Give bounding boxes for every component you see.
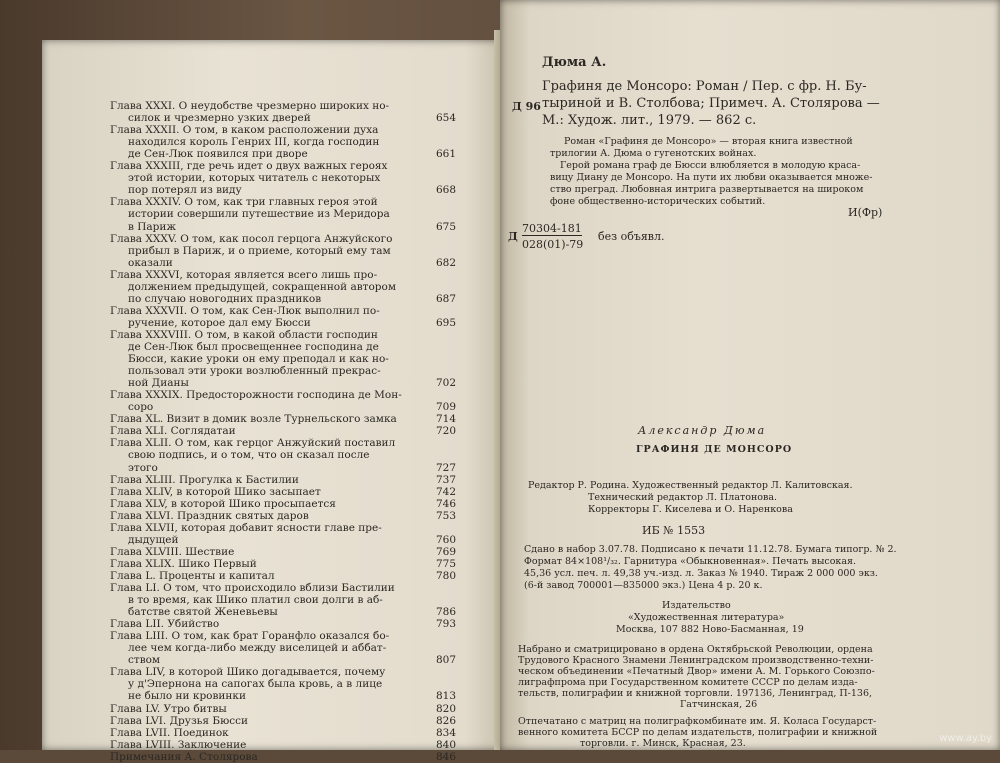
toc-page-number: 687: [436, 292, 457, 305]
author-name: Александр Дюма: [638, 424, 767, 437]
toc-entry-line: батстве святой Женевьевы: [128, 606, 278, 619]
toc-entry-line: дыдущей: [128, 533, 179, 546]
catalog-entry-line: М.: Худож. лит., 1979. — 862 с.: [542, 113, 757, 128]
toc-entry-line: ручение, которое дал ему Бюсси: [128, 316, 311, 329]
publisher-line: Москва, 107 882 Ново-Басманная, 19: [616, 624, 804, 635]
toc-entry-line: прибыл в Париж, и о приеме, который ему там: [128, 244, 391, 257]
toc-entry-line: ной Дианы: [128, 377, 189, 390]
toc-entry-line: Глава LVI. Друзья Бюсси: [110, 714, 248, 727]
toc-entry-line: Глава L. Проценты и капитал: [110, 569, 275, 582]
toc-page-number: 780: [436, 569, 457, 582]
toc-entry-line: Глава XLIV, в которой Шико засыпает: [110, 485, 321, 498]
catalog-entry-line: Графиня де Монсоро: Роман / Пер. с фр. Н. Бу-: [542, 79, 867, 94]
toc-entry-line: Глава XXXIII, где речь идет о двух важных героях: [110, 160, 388, 173]
toc-entry-line: Глава XXXVI, которая является всего лишь про-: [110, 268, 378, 281]
publisher-line: Издательство: [662, 600, 731, 611]
annotation-line: фоне общественно-исторических событий.: [550, 196, 766, 207]
toc-page-number: 793: [436, 618, 457, 631]
toc-entry-line: Глава XL. Визит в домик возле Турнельского замка: [110, 413, 397, 426]
toc-page-number: 675: [436, 220, 457, 233]
print-line: (6-й завод 700001—835000 экз.) Цена 4 р. 20 к.: [524, 580, 763, 591]
toc-page-number: 654: [436, 112, 457, 125]
code-note: без объявл.: [598, 230, 665, 243]
toc-page-number: 826: [436, 714, 457, 727]
editors-line: Корректоры Г. Киселева и О. Наренкова: [588, 504, 793, 515]
toc-page-number: 834: [436, 726, 457, 739]
toc-entry-line: Глава LIV, в которой Шико догадывается, почему: [110, 666, 386, 679]
print-line: 45,36 усл. печ. л. 49,38 уч.-изд. л. Заказ № 1940. Тираж 2 000 000 экз.: [524, 568, 878, 579]
toc-entry-line: Глава XXXII. О том, в каком расположении духа: [110, 124, 379, 137]
toc-entry-line: ством: [128, 654, 161, 667]
annotation-line: вицу Диану де Монсоро. На пути их любви оказывается множе-: [550, 172, 873, 183]
toc-page-number: 742: [436, 485, 457, 498]
toc-entry-line: де Сен-Люк появился при дворе: [128, 148, 308, 161]
toc-entry-line: Примечания А. Столярова: [110, 750, 258, 763]
toc-entry-line: должением предыдущей, сокращенной автором: [128, 280, 396, 293]
toc-entry-line: Глава XXXV. О том, как посол герцога Анжуйского: [110, 232, 393, 245]
toc-page-number: 695: [436, 316, 457, 329]
left-page: [42, 40, 502, 763]
toc-page-number: 846: [436, 750, 457, 763]
toc-entry-line: Глава XXXVIII. О том, в какой области господин: [110, 328, 378, 341]
toc-entry-line: находился король Генрих III, когда господин: [128, 136, 380, 149]
toc-page-number: 661: [436, 148, 457, 161]
toc-entry-line: Глава XXXIX. Предосторожности господина де Мон-: [110, 389, 402, 402]
toc-page-number: 746: [436, 497, 457, 510]
toc-entry-line: Глава LI. О том, что происходило вблизи Бастилии: [110, 582, 395, 594]
toc-entry-line: Глава XLVIII. Шествие: [110, 545, 235, 558]
right-page: [500, 0, 1000, 750]
toc-page-number: 840: [436, 738, 457, 751]
annotation-line: ство преград. Любовная интрига развертывается на широком: [550, 184, 864, 195]
typesetting-line: Гатчинская, 26: [680, 699, 758, 710]
toc-entry-line: Глава LVII. Поединок: [110, 726, 229, 739]
toc-page-number: 769: [436, 545, 457, 558]
toc-page-number: 702: [436, 377, 457, 390]
toc-page-number: 813: [436, 690, 457, 703]
toc-entry-line: силок и чрезмерно узких дверей: [128, 112, 311, 125]
code-bottom: 028(01)-79: [522, 238, 584, 251]
typesetting-line: Набрано и сматрицировано в ордена Октябрьской Революции, ордена: [518, 644, 873, 655]
ib-number: ИБ № 1553: [642, 524, 706, 537]
toc-page-number: 753: [436, 509, 457, 522]
printing-line: торговли. г. Минск, Красная, 23.: [580, 738, 746, 749]
toc-entry-line: лее чем когда-либо между виселицей и аббат-: [128, 642, 387, 655]
toc-page-number: 760: [436, 533, 457, 546]
toc-entry-line: де Сен-Люк был просвещеннее господина де: [128, 341, 379, 353]
toc-entry-line: Глава XLIX. Шико Первый: [110, 557, 257, 570]
toc-entry-line: Глава XLVII, которая добавит ясности главе пре-: [110, 521, 382, 534]
toc-entry-line: Глава XLI. Соглядатаи: [110, 425, 236, 438]
catalog-entry-line: тыриной и В. Столбова; Примеч. А. Столярова —: [542, 96, 880, 111]
classification-code: И(Фр): [848, 206, 883, 219]
toc-entry-line: в Париж: [128, 220, 177, 233]
toc-entry-line: Глава LVIII. Заключение: [110, 738, 247, 751]
toc-entry-line: по случаю новогодних праздников: [128, 292, 322, 305]
toc-entry-line: не было ни кровинки: [128, 690, 246, 703]
toc-entry-line: в то время, как Шико платил свои долги в аб-: [128, 594, 383, 607]
toc-entry-line: пор потерял из виду: [128, 184, 242, 197]
toc-page-number: 786: [436, 606, 457, 619]
toc-entry-line: Глава XXXVII. О том, как Сен-Люк выполнил по-: [110, 304, 380, 317]
print-line: Сдано в набор 3.07.78. Подписано к печати 11.12.78. Бумага типогр. № 2.: [524, 544, 897, 555]
typesetting-line: лиграфпрома при Государственном комитете СССР по делам изда-: [518, 677, 858, 688]
typesetting-line: ческом объединении «Печатный Двор» имени А. М. Горького Союзпо-: [518, 666, 875, 677]
toc-page-number: 820: [436, 702, 457, 715]
toc-entry-line: Глава XLV, в которой Шико просыпается: [110, 497, 336, 510]
book-title: ГРАФИНЯ ДЕ МОНСОРО: [636, 444, 793, 455]
toc-entry-line: Глава XXXI. О неудобстве чрезмерно широких но-: [110, 100, 390, 112]
print-line: Формат 84×108¹/₃₂. Гарнитура «Обыкновенная». Печать высокая.: [524, 556, 857, 567]
typesetting-line: Трудового Красного Знамени Ленинградском производственно-техни-: [518, 655, 874, 666]
toc-entry-line: Глава XLVI. Праздник святых даров: [110, 509, 309, 522]
code-top: 70304-181: [522, 222, 582, 235]
toc-page-number: 807: [436, 654, 457, 667]
annotation-line: трилогии А. Дюма о гугенотских войнах.: [550, 148, 757, 159]
toc-entry-line: этого: [128, 461, 158, 474]
toc-entry-line: пользовал эти уроки возлюбленный прекрас-: [128, 365, 381, 378]
printing-line: Отпечатано с матриц на полиграфкомбинате им. Я. Коласа Государст-: [518, 716, 877, 727]
catalog-author: Дюма А.: [542, 55, 607, 70]
publisher-line: «Художественная литература»: [628, 612, 785, 623]
toc-page-number: 720: [436, 425, 457, 438]
annotation-line: Роман «Графиня де Монсоро» — вторая книга известной: [564, 136, 853, 147]
toc-page-number: 682: [436, 256, 457, 269]
printing-line: венного комитета БССР по делам издательств, полиграфии и книжной: [518, 727, 878, 738]
typesetting-line: тельств, полиграфии и книжной торговли. 197136, Ленинград, П-136,: [518, 688, 873, 699]
toc-page-number: 709: [436, 401, 457, 414]
toc-page-number: 775: [436, 557, 457, 570]
editors-line: Редактор Р. Родина. Художественный редактор Л. Калитовская.: [528, 480, 853, 491]
toc-entry-line: Глава XXXIV. О том, как три главных героя этой: [110, 196, 378, 209]
watermark: www.ay.by: [939, 733, 992, 744]
toc-entry-line: соро: [128, 401, 154, 414]
toc-entry-line: Глава LIII. О том, как брат Горанфло оказался бо-: [110, 630, 390, 643]
toc-entry-line: Глава XLIII. Прогулка к Бастилии: [110, 473, 299, 486]
toc-entry-line: у д'Эпернона на сапогах была кровь, а в лице: [128, 678, 383, 691]
annotation-line: Герой романа граф де Бюсси влюбляется в молодую краса-: [560, 160, 861, 171]
toc-entry-line: свою подпись, и о том, что он сказал после: [128, 449, 370, 462]
toc-entry-line: Глава LII. Убийство: [110, 618, 220, 631]
toc-page-number: 714: [436, 413, 457, 426]
toc-page-number: 668: [436, 184, 457, 197]
toc-page-number: 737: [436, 473, 457, 486]
editors-line: Технический редактор Л. Платонова.: [588, 492, 778, 503]
toc-entry-line: Бюсси, какие уроки он ему преподал и как но-: [128, 353, 389, 366]
toc-entry-line: этой истории, которых читатель с некоторых: [128, 172, 381, 185]
catalog-index: Д 96: [512, 100, 541, 113]
toc-entry-line: оказали: [128, 256, 173, 269]
toc-entry-line: Глава XLII. О том, как герцог Анжуйский поставил: [110, 437, 396, 450]
toc-entry-line: истории совершили путешествие из Меридора: [128, 208, 390, 221]
toc-page-number: 727: [436, 461, 457, 474]
toc-entry-line: Глава LV. Утро битвы: [110, 702, 227, 715]
code-prefix: Д: [508, 230, 518, 243]
